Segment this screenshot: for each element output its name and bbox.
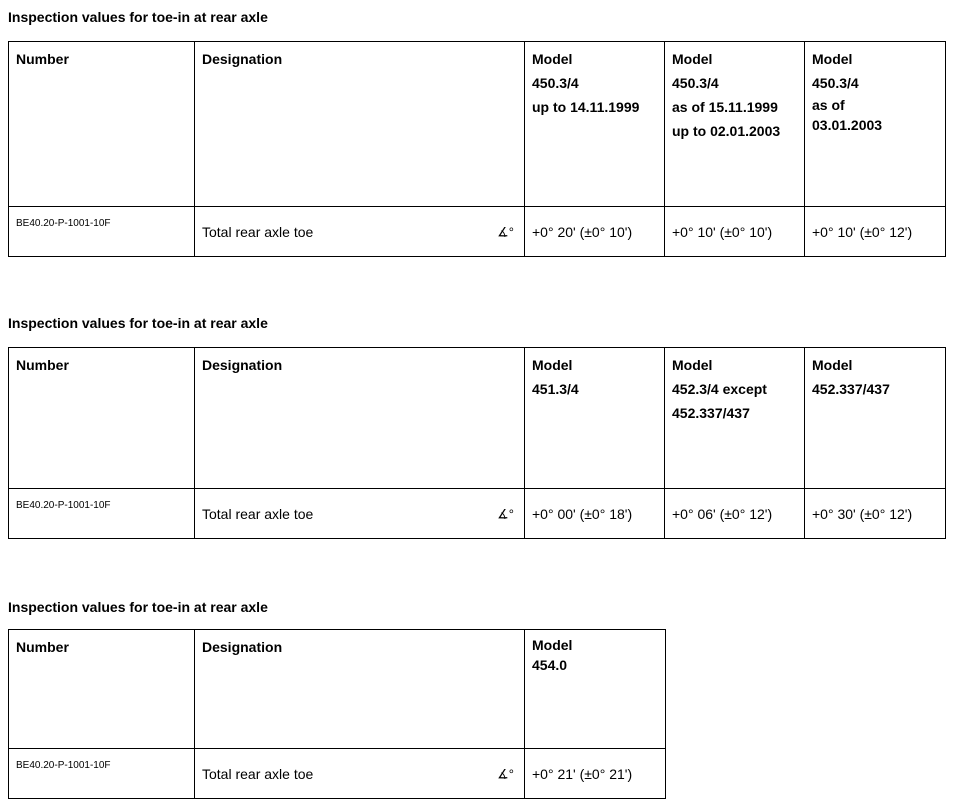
designation-cell xyxy=(195,207,525,257)
designation-cell xyxy=(195,489,525,539)
toe-angle-icon: ∡° xyxy=(497,506,514,521)
model-header: Model 454.0 xyxy=(525,630,666,749)
table-3-title: Inspection values for toe-in at rear axle xyxy=(8,599,268,615)
inspection-table-1 xyxy=(8,41,946,257)
inspection-table-3 xyxy=(8,629,666,799)
designation-text: Total rear axle toe xyxy=(202,223,314,240)
number-header: Number xyxy=(9,630,195,749)
model-header: Model 450.3/4 as of 15.11.1999 up to 02.01.2003 xyxy=(665,42,805,207)
table-header-row xyxy=(9,42,946,207)
model-header: Model 450.3/4 as of 03.01.2003 xyxy=(805,42,946,207)
designation-cell xyxy=(195,749,525,799)
value-cell: +0° 30' (±0° 12') xyxy=(805,489,946,539)
value-cell: +0° 10' (±0° 12') xyxy=(805,207,946,257)
number-cell: BE40.20-P-1001-10F xyxy=(9,749,195,799)
value-cell: +0° 00' (±0° 18') xyxy=(525,489,665,539)
designation-header: Designation xyxy=(195,348,525,489)
designation-text: Total rear axle toe xyxy=(202,765,314,782)
model-header: Model 452.3/4 except 452.337/437 xyxy=(665,348,805,489)
value-cell: +0° 21' (±0° 21') xyxy=(525,749,666,799)
number-cell: BE40.20-P-1001-10F xyxy=(9,207,195,257)
value-cell: +0° 06' (±0° 12') xyxy=(665,489,805,539)
toe-angle-icon: ∡° xyxy=(497,766,514,781)
number-header: Number xyxy=(9,348,195,489)
designation-header: Designation xyxy=(195,630,525,749)
designation-text: Total rear axle toe xyxy=(202,505,314,522)
table-row xyxy=(9,749,666,799)
value-cell: +0° 10' (±0° 10') xyxy=(665,207,805,257)
number-cell: BE40.20-P-1001-10F xyxy=(9,489,195,539)
table-row xyxy=(9,489,946,539)
number-header: Number xyxy=(9,42,195,207)
table-row xyxy=(9,207,946,257)
value-cell: +0° 20' (±0° 10') xyxy=(525,207,665,257)
model-header: Model 452.337/437 xyxy=(805,348,946,489)
table-1-title: Inspection values for toe-in at rear axle xyxy=(8,9,268,25)
table-header-row xyxy=(9,348,946,489)
designation-header: Designation xyxy=(195,42,525,207)
toe-angle-icon: ∡° xyxy=(497,224,514,239)
model-header: Model 451.3/4 xyxy=(525,348,665,489)
table-2-title: Inspection values for toe-in at rear axle xyxy=(8,315,268,331)
table-header-row xyxy=(9,630,666,749)
model-header: Model 450.3/4 up to 14.11.1999 xyxy=(525,42,665,207)
inspection-table-2 xyxy=(8,347,946,539)
